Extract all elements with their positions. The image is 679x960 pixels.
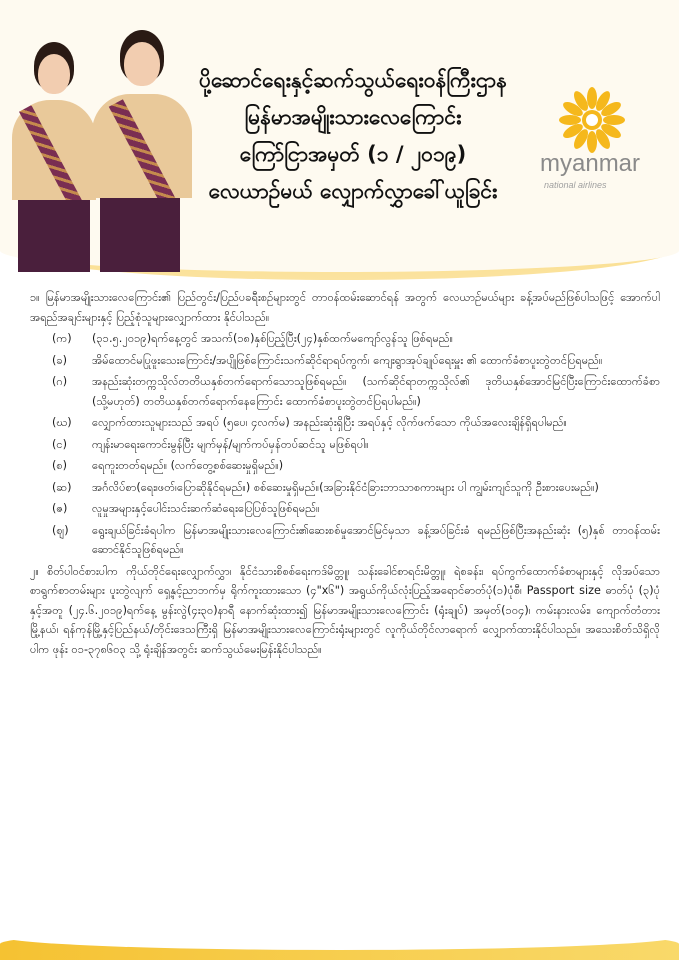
item-marker: (က) xyxy=(52,332,72,345)
logo-wordmark: myanmar xyxy=(540,150,641,177)
item-marker: (င) xyxy=(52,437,67,451)
paragraph-1: ၁။ မြန်မာအမျိုးသားလေကြောင်း၏ ပြည်တွင်း/ပြည်ပခရီးစဉ်များတွင် တာဝန်ထမ်းဆောင်ရန် အတွက် လေယာဉ်မယ်များ ခန့်အပ်မည်ဖြစ်ပါသဖြင့် အောက်ပါအရည်အချင်းများနှင့် ပြည့်စုံသူများလျှောက်ထား နိုင်ပါသည်။ xyxy=(30,291,660,324)
item-marker: (ဆ) xyxy=(52,480,72,494)
announcement-title xyxy=(188,62,518,210)
list-item xyxy=(30,456,660,476)
item-text: အိမ်ထောင်မပြုဖူးသေးကြောင်း/အပျိုဖြစ်ကြောင်းသက်ဆိုင်ရာရပ်ကွက်၊ ကျေးရွာအုပ်ချုပ်ရေးမှူး ၏ ထောက်ခံစာပူးတွဲတင်ပြရမည်။ xyxy=(92,353,603,367)
title-line-notice-no: ကြော်ငြာအမှတ် (၁ / ၂၀၁၉) xyxy=(239,142,467,166)
item-marker: (ခ) xyxy=(52,353,68,367)
list-item xyxy=(30,499,660,519)
list-item xyxy=(30,329,660,349)
attendant-right xyxy=(82,30,198,272)
item-text: လူမှုအများနှင့်ပေါင်းသင်းဆက်ဆံရေးပြေပြစ်သူဖြစ်ရမည်။ xyxy=(92,502,320,515)
list-item xyxy=(30,478,660,498)
list-item xyxy=(30,351,660,371)
list-item xyxy=(30,413,660,433)
item-text: အနည်းဆုံးတက္ကသိုလ်တတိယနှစ်တက်ရောက်သောသူဖြစ်ရမည်။ (သက်ဆိုင်ရာတက္ကသိုလ်၏ ဒုတိယနှစ်အောင်မြင်ပြီးကြောင်းထောက်ခံစာ (သို့မဟုတ်) တတိယနှစ်တက်ရောက်နေကြောင်း ထောက်ခံစာပူးတွဲတင်ပြရပါမည်။) xyxy=(92,375,660,408)
item-marker: (ဂ) xyxy=(52,375,68,388)
item-marker: (ဇ) xyxy=(52,502,68,515)
item-marker: (ဈ) xyxy=(52,523,69,537)
item-marker: (စ) xyxy=(52,459,68,472)
title-line-ministry: ပို့ဆောင်ရေးနှင့်ဆက်သွယ်ရေးဝန်ကြီးဌာန xyxy=(199,68,507,92)
item-text: ရေကူးတတ်ရမည်။ (လက်တွေ့စစ်ဆေးမှုရှိမည်။) xyxy=(92,459,284,472)
item-marker: (ဃ) xyxy=(52,416,72,429)
paragraph-2: ၂။ စိတ်ပါဝင်စားပါက ကိုယ်တိုင်ရေးလျှောက်လွှာ၊ နိုင်ငံသားစိစစ်ရေးကဒ်မိတ္တူ၊ သန်းခေါင်စာရင်းမိတ္တူ၊ ရဲစခန်း၊ ရပ်ကွက်ထောက်ခံစာများနှင့် လိုအပ်သောစာရွက်စာတမ်းများ ပူးတွဲလျက် ရှေ့နှင့်ညာဘက်မှ ရိုက်ကူးထားသော (၄"x၆") အရွယ်ကိုယ်လုံးပြည့်အရောင်ဓာတ်ပုံ(၁)ပုံစီ၊ Passport size ဓာတ်ပုံ (၃)ပုံနှင့်အတူ (၂၄.၆.၂၀၁၉)ရက်နေ့ မွန်းလွဲ(၄း၃၀)နာရီ နောက်ဆုံးထား၍ မြန်မာအမျိုးသားလေကြောင်း (ရုံးချုပ်) အမှတ်(၁၀၄)၊ ကမ်းနားလမ်း၊ ကျောက်တံတားမြို့နယ်၊ ရန်ကုန်မြို့နှင့်ပြည်နယ်/တိုင်းဒေသကြီးရှိ မြန်မာအမျိုးသားလေကြောင်းရုံးများတွင် လူကိုယ်တိုင်လာရောက် လျှောက်ထားနိုင်ပါသည်။ အသေးစိတ်သိရှိလိုပါက ဖုန်း ၀၁-၃၇၈၆၀၃ သို့ ရုံးချိန်အတွင်း ဆက်သွယ်မေးမြန်းနိုင်ပါသည်။ xyxy=(30,564,660,656)
item-text: (၃၁.၅.၂၀၁၉)ရက်နေ့တွင် အသက်(၁၈)နှစ်ပြည့်ပြီး(၂၄)နှစ်ထက်မကျော်လွန်သူ ဖြစ်ရမည်။ xyxy=(92,332,454,345)
logo-tagline: national airlines xyxy=(544,180,607,190)
list-item xyxy=(30,372,660,411)
list-item xyxy=(30,435,660,455)
title-line-subject: လေယာဉ်မယ် လျှောက်လွှာခေါ်ယူခြင်း xyxy=(208,179,498,203)
item-text: လျှောက်ထားသူများသည် အရပ် (၅ပေ၊ ၄လက်မ) အနည်းဆုံးရှိပြီး အရပ်နှင့် လိုက်ဖက်သော ကိုယ်အလေးချိန်ရှိရပါမည်။ xyxy=(92,416,567,429)
item-text: ရွေးချယ်ခြင်းခံရပါက မြန်မာအမျိုးသားလေကြောင်း၏ဆေးစစ်မှုအောင်မြင်မှသာ ခန့်အပ်ခြင်းခံ ရမည်ဖြစ်ပြီးအနည်းဆုံး (၅)နှစ် တာဝန်ထမ်းဆောင်နိုင်သူဖြစ်ရမည်။ xyxy=(92,523,660,556)
title-line-airline: မြန်မာအမျိုးသားလေကြောင်း xyxy=(244,105,462,129)
list-item xyxy=(30,521,660,560)
item-text: ကျန်းမာရေးကောင်းမွန်ပြီး မျက်မှန်/မျက်ကပ်မှန်တပ်ဆင်သူ မဖြစ်ရပါ။ xyxy=(92,437,369,451)
bottom-white-curve xyxy=(0,920,679,950)
announcement-body xyxy=(30,288,660,659)
flight-attendants-photo xyxy=(0,30,200,272)
item-text: အင်္ဂလိပ်စာ(ရေး၊ဖတ်၊ပြောဆိုနိုင်ရမည်။) စစ်ဆေးမှုရှိမည်။(အခြားနိုင်ငံခြားဘာသာစကားများ ပါ ကျွမ်းကျင်သူကို ဦးစားပေးမည်။) xyxy=(92,480,599,494)
